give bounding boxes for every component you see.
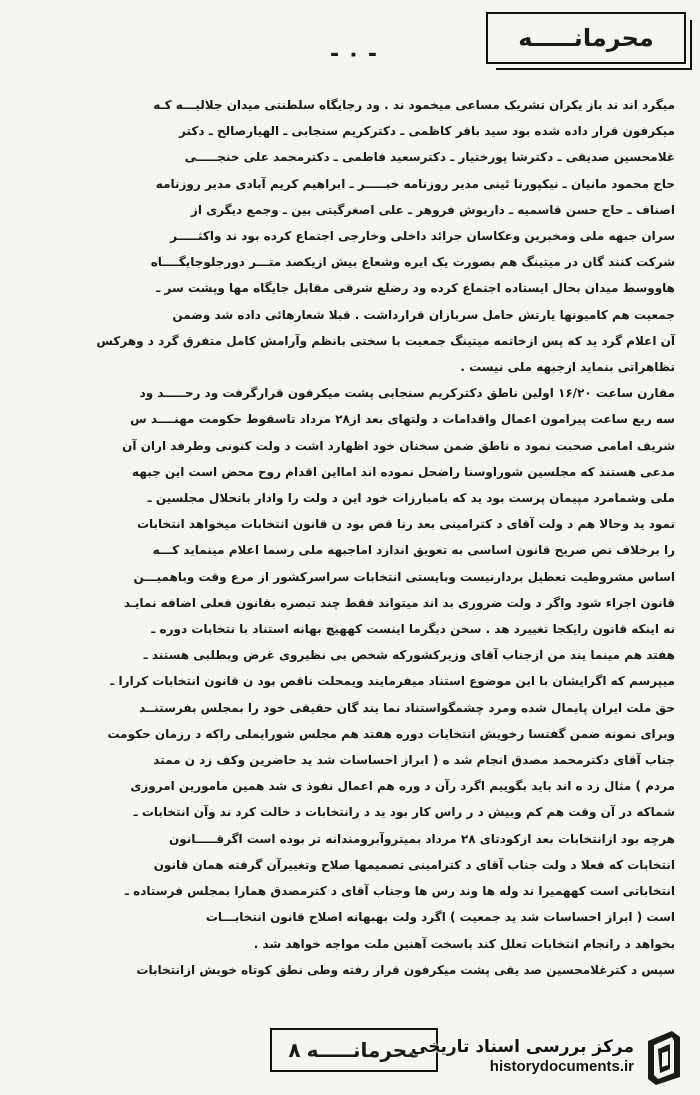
body-line: را برخلاف نص صریح قانون اساسی به تعویق اندازد اماجبهه ملی رسما اعلام مینماید کـــه (152, 543, 675, 558)
body-line: حاج محمود مانیان ـ نیکپورنا ئینی مدیر روزنامه خبـــــر ـ ابراهیم کریم آبادی مدیر روزنامه (155, 176, 675, 191)
classification-stamp-text: محرمانـــــه (518, 24, 654, 52)
body-line: انتخاباتی است کههمیرا ند وله ها وند رس ها وجناب آقای د کترمصدق همارا بمجلس فرستاده ـ (124, 884, 675, 899)
body-line: حق ملت ایران پایمال شده ومرد چشمگواستناد نما یند گان حقیقی خود را بمجلس بفرستنــد (139, 700, 675, 715)
body-line: جمعیت هم کامیونها یارتش حامل سربازان قرارداشت . قبلا شعارهائی داده شد وضمن (172, 307, 675, 322)
body-line: تظاهراتی بنماید ازجبهه ملی نیست . (460, 360, 675, 375)
body-line: هرچه بود ازانتخابات بعد ازکودتای ۲۸ مرداد بمیتروآبرومندانه تر بوده است اگرقـــــانون (168, 831, 675, 846)
body-line: میگرد اند ند باز یکران تشریک مساعی میخمود ند . ود رجایگاه سلطنتی میدان جلالیـــه کـه (153, 98, 675, 112)
body-line: سپس د کترغلامحسین صد یقی پشت میکرفون قرار رفته وطی نطق کوتاه خویش ازانتخابات (136, 962, 675, 977)
body-line: نمود ید وحالا هم د ولت آقای د کترامینی بعد رنا قص بود ن قانون انتخابات میخواهد انتخابات (136, 517, 675, 532)
archive-watermark (411, 1027, 686, 1087)
body-line: هفتد هم مینما یند من ازجناب آقای وزیرکشورکه شخص بی نظیروی غرض وبطلبی هستند ـ (143, 648, 675, 663)
body-line: ملی وشمامرد مپیمان پرست بود ید که بامبارزات خود این د ولت را وادار بانحلال مجلسین ـ (147, 491, 675, 506)
body-line: آن اعلام گرد ید که پس ازخاتمه میتینگ جمعیت با سختی بانظم وآرامش کامل متفرق گرد د وهرکس (96, 333, 675, 348)
body-line: سه ربع ساعت پیرامون اعمال واقدامات د ولتهای بعد از۲۸ مرداد تاسقوط حکومت مهنــــد س (130, 412, 675, 427)
archive-logo-icon (642, 1027, 686, 1087)
body-line: شرکت کنند گان در میتینگ هم بصورت یک ایره وشعاع بیش ازیکصد متـــر دورجلوجایگــــاه (150, 255, 675, 270)
body-line: نه اینکه قانون رایکجا تغییرد هد . سخن دیگرما اینست کههیچ بهانه استناد با نتخابات دوره ـ (151, 622, 675, 637)
body-line: قانون اجراء شود واگر د ولت ضروری بد اند میتواند فقط چند تبصره بقانون فعلی اضافه نمایـد (123, 595, 675, 610)
page-marker: - ٠ - (330, 42, 378, 67)
body-line: اصناف ـ حاج حسن قاسمیه ـ داریوش فروهر ـ علی اصغرگیتی بین ـ وجمع دیگری از (190, 202, 675, 217)
body-line: میکرفون قرار داده شده بود سید باقر کاظمی ـ دکترکریم سنجابی ـ الهیارصالح ـ دکتر (179, 124, 675, 139)
body-line: مردم ) مثال زد ه اند باید بگوییم اگرد رآن د وره هم اعمال نفوذ ی شد همین مامورین امروزی (130, 779, 675, 794)
body-line: مدعی هستند که مجلسین شوراوسنا راضحل نموده اند امااین اقدام روح محض است این جبهه (132, 464, 675, 479)
body-line: میپرسم که اگرایشان با این موضوع استناد میفرمایند ویمحلت ناقص بود ن قانون انتخابات کرارا ـ (110, 674, 675, 689)
classification-stamp-top (486, 12, 686, 64)
body-line: مقارن ساعت ۱۶/۲۰ اولین ناطق دکترکریم سنجابی پشت میکرفون قرارگرفت ود رحـــــد ود (139, 386, 675, 401)
body-line: وبرای نمونه ضمن گفتسا رخویش انتخابات دوره هفتد هم مجلس شورایملی راکه د رزمان حکومت (107, 726, 675, 741)
body-line: سران جبهه ملی ومخبرین وعکاسان جرائد داخلی وخارجی اجتماع کرده بود ند واکثـــــر (170, 229, 675, 244)
body-line: شریف امامی صحبت نمود ه ناطق ضمن سخنان خود اظهارد اشت د ولت کنونی وطرفد اران آن (122, 438, 675, 453)
document-body (60, 92, 675, 983)
watermark-url: historydocuments.ir (489, 1058, 634, 1076)
classification-stamp-text: محرمانـــــه (306, 1038, 420, 1062)
body-line: هاووسط میدان بحال ایستاده اجتماع کرده ود رضلع شرقی مقابل جایگاه مها وپشت سر ـ (156, 281, 675, 296)
body-line: اساس مشروطیت تعطیل بردارنیست وبایستی انتخابات سراسرکشور از مرع وقت وباهمیـــن (133, 569, 675, 584)
body-line: است ( ابراز احساسات شد ید جمعیت ) اگرد ولت بهبهانه اصلاح قانون انتخابـــات (205, 910, 675, 925)
body-line: شماکه در آن وقت هم کم وبیش د ر راس کار بود ید د رانتخابات د خالت کرد ند وآن انتخابات ـ (133, 805, 675, 820)
body-line: جناب آقای دکترمحمد مصدق انجام شد ه ( ابراز احساسات شد ید حاضرین وکف زد ن ممتد (153, 753, 675, 768)
watermark-name: مرکز بررسی اسناد تاریخی (411, 1037, 634, 1057)
body-line: بخواهد د رانجام انتخابات تعلل کند باسخت آهنین ملت مواجه خواهد شد . (253, 936, 675, 951)
body-line: غلامحسین صدیقی ـ دکترشا پورختیار ـ دکترسعید فاطمی ـ دکترمحمد علی خنجـــــی (184, 150, 675, 165)
page-number: ۸ (288, 1038, 301, 1062)
body-line: انتخابات که فعلا د ولت جناب آقای د کترامینی تصمیمها صلاح وتغییرآن گرفته همان قانون (153, 857, 675, 872)
